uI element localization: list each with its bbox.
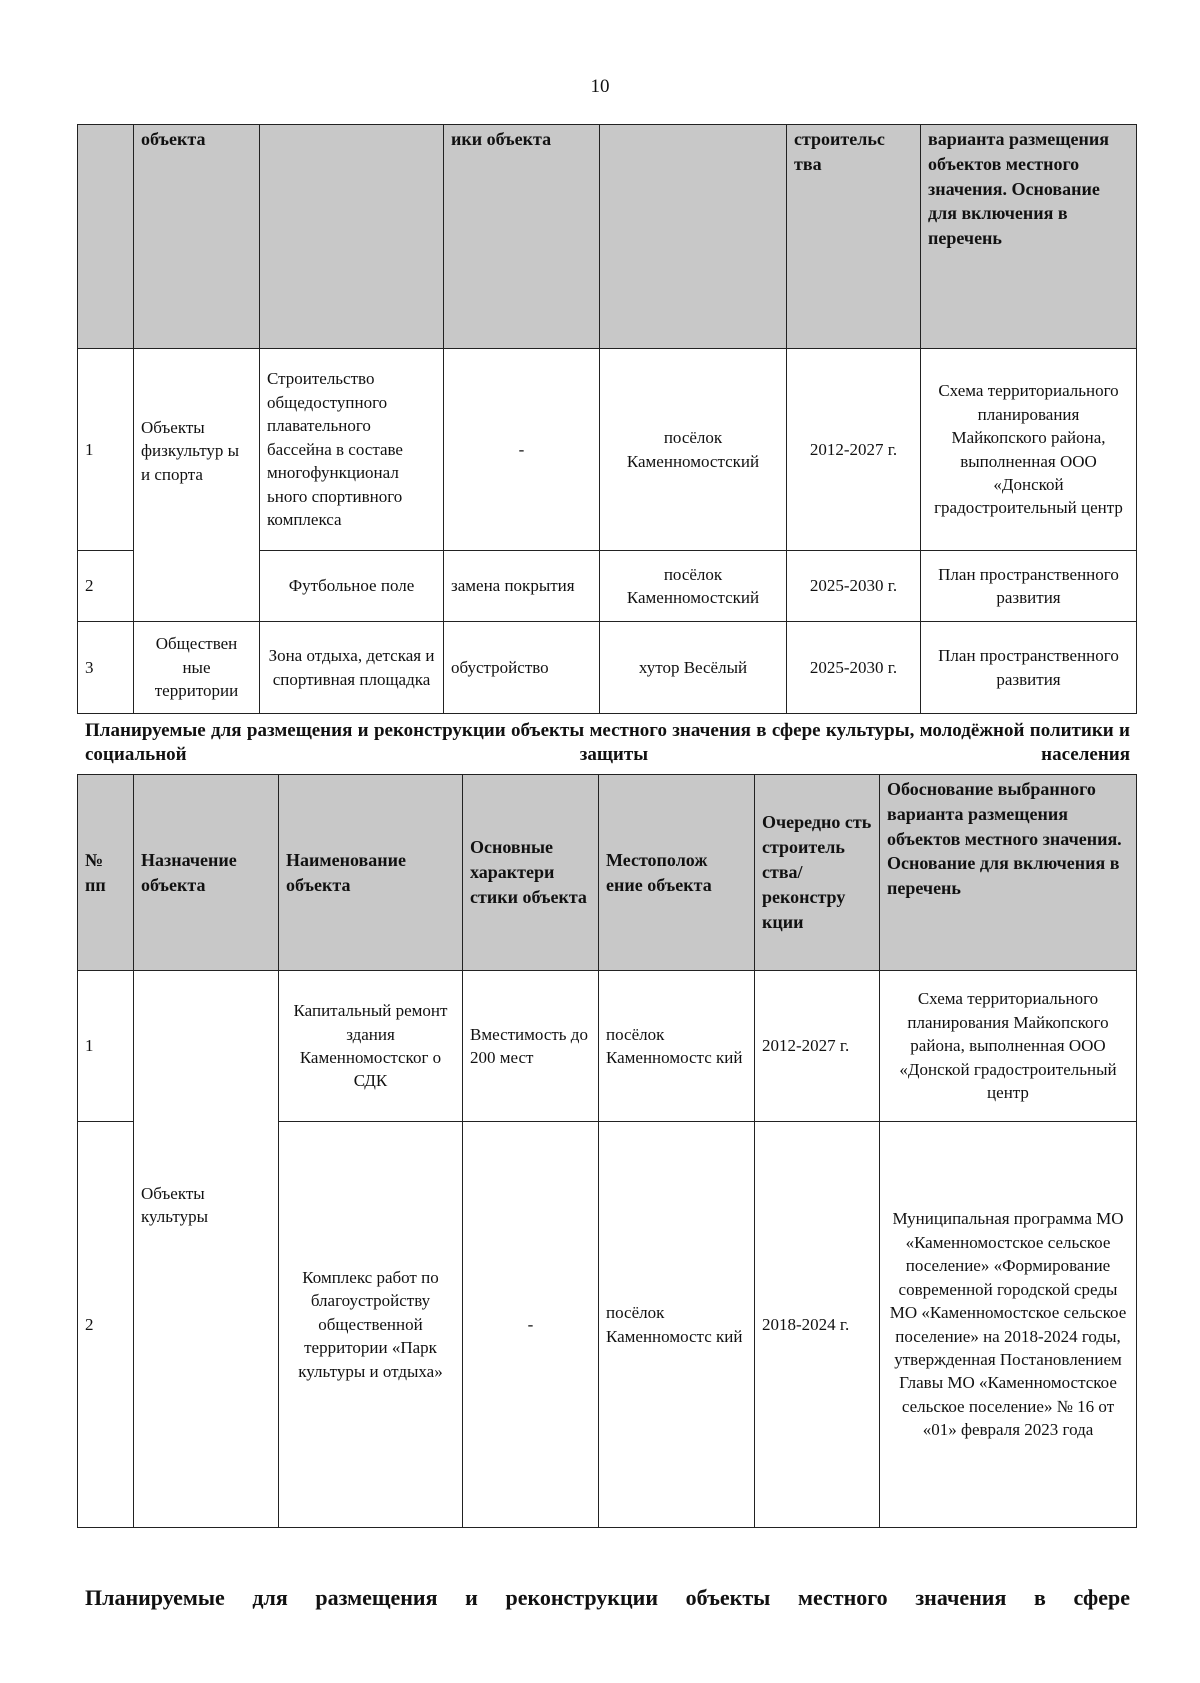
construction-period: 2012-2027 г. — [755, 971, 880, 1122]
page-number: 10 — [590, 76, 610, 97]
object-characteristics: Вместимость до 200 мест — [463, 971, 599, 1122]
construction-period: 2018-2024 г. — [755, 1122, 880, 1528]
object-name: Строительство общедоступного плавательного бассейна в составе многофункционал ьного спортивного комплекса — [260, 349, 444, 551]
header-cell — [600, 125, 787, 349]
object-type: Объекты физкультур ы и спорта — [134, 349, 260, 622]
table-header-row — [78, 775, 1137, 971]
header-cell — [260, 125, 444, 349]
construction-period: 2025-2030 г. — [787, 551, 921, 622]
object-name: Капитальный ремонт здания Каменномостског о СДК — [279, 971, 463, 1122]
object-name: Зона отдыха, детская и спортивная площадка — [260, 622, 444, 714]
object-type: Объекты культуры — [134, 971, 279, 1528]
object-location: посёлок Каменномостс кий — [599, 971, 755, 1122]
row-number: 3 — [78, 622, 134, 714]
construction-period: 2012-2027 г. — [787, 349, 921, 551]
object-characteristics: замена покрытия — [444, 551, 600, 622]
header-cell: Основные характери стики объекта — [463, 775, 599, 971]
header-cell: Наименование объекта — [279, 775, 463, 971]
row-number: 1 — [78, 971, 134, 1122]
basis: Муниципальная программа МО «Каменномостское сельское поселение» «Формирование современной городской среды МО «Каменномостское сельское поселение» на 2018-2024 годы, утвержденная Постановлением Главы МО «Каменномостское сельское поселение» № 16 от «01» февраля 2023 года — [880, 1122, 1137, 1528]
header-cell: Обоснование выбранного варианта размещения объектов местного значения. Основание для включения в перечень — [880, 775, 1137, 971]
header-cell: варианта размещения объектов местного значения. Основание для включения в перечень — [921, 125, 1137, 349]
object-characteristics: - — [444, 349, 600, 551]
basis: План пространственного развития — [921, 622, 1137, 714]
header-cell: ики объекта — [444, 125, 600, 349]
header-cell — [78, 125, 134, 349]
object-location: хутор Весёлый — [600, 622, 787, 714]
object-type: Обществен ные территории — [134, 622, 260, 714]
sports-objects-table — [77, 124, 1137, 714]
row-number: 2 — [78, 551, 134, 622]
object-name: Футбольное поле — [260, 551, 444, 622]
table-row — [78, 349, 1137, 551]
row-number: 1 — [78, 349, 134, 551]
object-location: посёлок Каменномостский — [600, 551, 787, 622]
object-characteristics: обустройство — [444, 622, 600, 714]
table-header-row — [78, 125, 1137, 349]
object-characteristics: - — [463, 1122, 599, 1528]
row-number: 2 — [78, 1122, 134, 1528]
basis: Схема территориального планирования Майкопского района, выполненная ООО «Донской градостроительный центр — [921, 349, 1137, 551]
header-cell: № пп — [78, 775, 134, 971]
table-row — [78, 971, 1137, 1122]
header-cell: объекта — [134, 125, 260, 349]
header-cell: Назначение объекта — [134, 775, 279, 971]
section-heading-culture: Планируемые для размещения и реконструкции объекты местного значения в сфере культуры, молодёжной политики и социальной защиты населения — [85, 720, 1130, 766]
object-location: посёлок Каменномостс кий — [599, 1122, 755, 1528]
construction-period: 2025-2030 г. — [787, 622, 921, 714]
section-heading-next: Планируемые для размещения и реконструкции объекты местного значения в сфере — [85, 1585, 1130, 1610]
object-location: посёлок Каменномостский — [600, 349, 787, 551]
basis: Схема территориального планирования Майкопского района, выполненная ООО «Донской градостроительный центр — [880, 971, 1137, 1122]
header-cell: Местополож ение объекта — [599, 775, 755, 971]
header-cell: Очередно сть строитель ства/ реконстру кции — [755, 775, 880, 971]
header-cell: строительс тва — [787, 125, 921, 349]
basis: План пространственного развития — [921, 551, 1137, 622]
table-row — [78, 622, 1137, 714]
culture-objects-table — [77, 774, 1137, 1528]
object-name: Комплекс работ по благоустройству общественной территории «Парк культуры и отдыха» — [279, 1122, 463, 1528]
